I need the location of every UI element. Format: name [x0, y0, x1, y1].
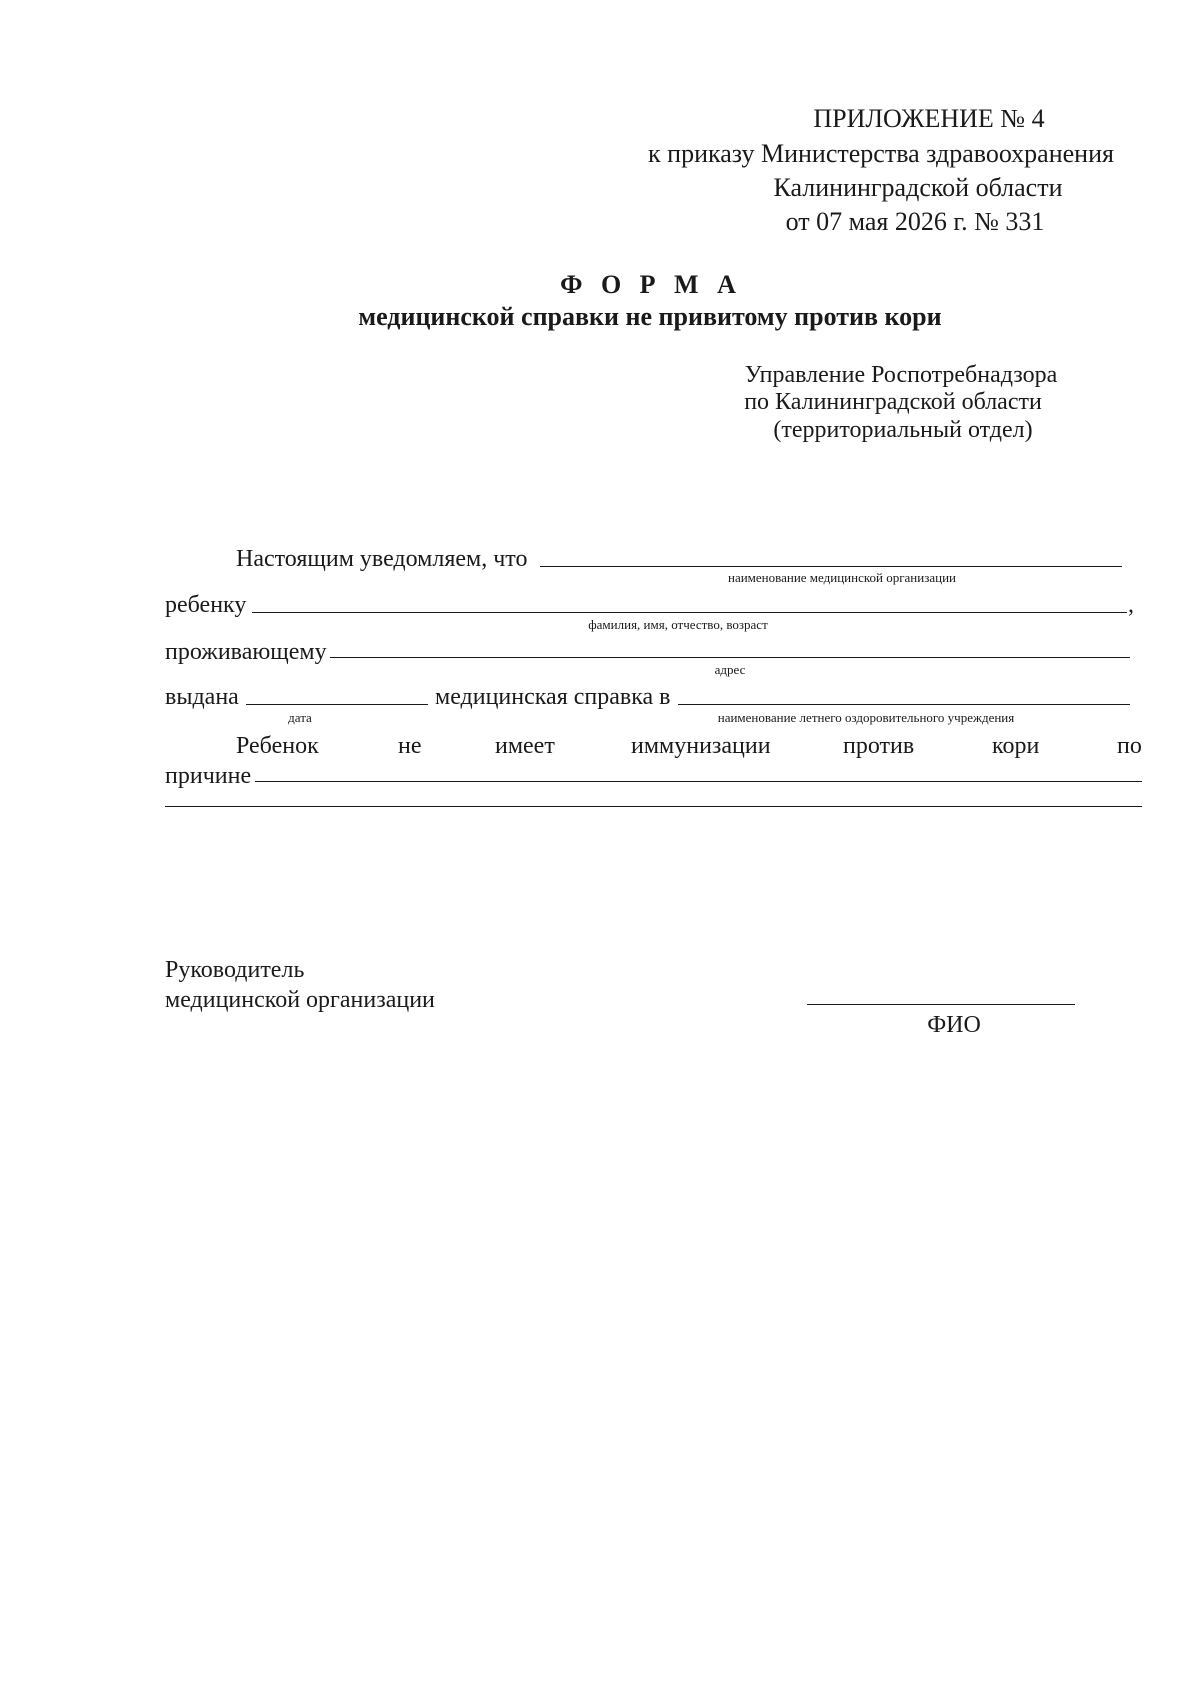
issued-label: выдана	[165, 684, 239, 710]
order-date-line: от 07 мая 2026 г. № 331	[785, 207, 1045, 236]
camp-name-caption: наименование летнего оздоровительного учреждения	[717, 710, 1015, 725]
order-reference-line: к приказу Министерства здравоохранения	[648, 139, 1114, 168]
camp-name-field[interactable]	[678, 704, 1130, 705]
child-name-field[interactable]	[252, 612, 1127, 613]
reason-continuation-field[interactable]	[165, 806, 1142, 807]
address-label: проживающему	[165, 639, 327, 665]
reason-label: причине	[165, 763, 252, 789]
reason-word: имеет	[495, 733, 555, 759]
certificate-label: медицинская справка в	[435, 684, 671, 710]
address-field[interactable]	[330, 657, 1130, 658]
form-subtitle: медицинской справки не привитому против кори	[358, 302, 942, 331]
reason-word: против	[843, 733, 915, 759]
date-field[interactable]	[246, 704, 428, 705]
reason-word: Ребенок	[236, 733, 319, 759]
organization-name-caption: наименование медицинской организации	[727, 570, 957, 585]
reason-word: не	[398, 733, 422, 759]
child-comma: ,	[1128, 592, 1134, 618]
notify-label: Настоящим уведомляем, что	[236, 546, 528, 572]
child-label: ребенку	[165, 592, 247, 618]
addressee-line-2: по Калининградской области	[744, 389, 1042, 415]
addressee-line-3: (территориальный отдел)	[773, 417, 1033, 443]
fio-caption: ФИО	[927, 1012, 981, 1038]
reason-word: иммунизации	[631, 733, 771, 759]
child-name-caption: фамилия, имя, отчество, возраст	[588, 617, 768, 632]
form-title: Ф О Р М А	[560, 270, 742, 299]
region-line: Калининградской области	[773, 173, 1063, 202]
reason-word: по	[1117, 733, 1142, 759]
reason-word: кори	[992, 733, 1040, 759]
organization-name-field[interactable]	[540, 566, 1122, 567]
addressee-line-1: Управление Роспотребнадзора	[744, 362, 1058, 388]
date-caption: дата	[288, 710, 312, 725]
signature-field[interactable]	[807, 1004, 1075, 1005]
signatory-role-line-1: Руководитель	[165, 957, 305, 983]
signatory-role-line-2: медицинской организации	[165, 987, 435, 1013]
address-caption: адрес	[714, 662, 746, 677]
reason-field[interactable]	[255, 781, 1142, 782]
appendix-number: ПРИЛОЖЕНИЕ № 4	[813, 104, 1045, 133]
